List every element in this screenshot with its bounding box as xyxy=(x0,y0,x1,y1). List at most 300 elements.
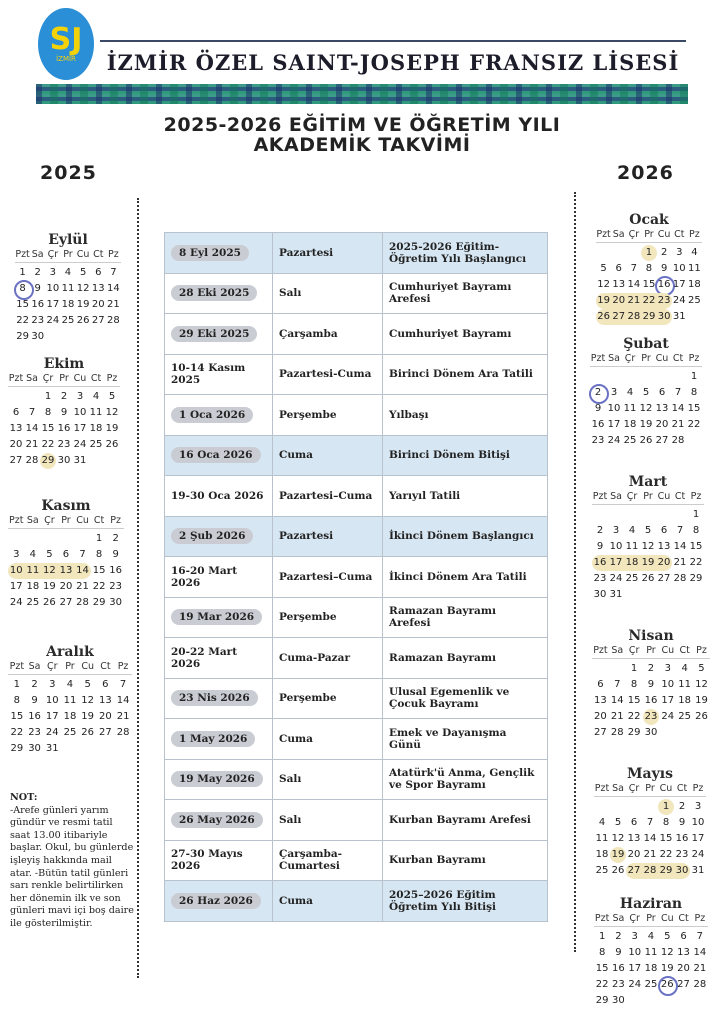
weekday-header-row xyxy=(594,913,708,927)
calendar-day: 8 xyxy=(95,549,103,560)
calendar-nisan xyxy=(592,628,710,741)
event-description: Cumhuriyet Bayramı Arefesi xyxy=(383,273,548,314)
event-weekday: Perşembe xyxy=(273,395,383,436)
calendar-day: 14 xyxy=(671,403,685,414)
weekday-label: Cu xyxy=(76,515,89,526)
calendar-day xyxy=(596,245,611,261)
calendar-day: 25 xyxy=(678,711,691,722)
calendar-day xyxy=(25,531,42,547)
calendar-day: 29 xyxy=(16,331,29,342)
event-description: Yılbaşı xyxy=(383,395,548,436)
calendar-week xyxy=(8,453,120,469)
weekday-label: Sa xyxy=(31,249,44,260)
calendar-day: 5 xyxy=(600,263,607,274)
calendar-week xyxy=(596,261,702,277)
calendar-day: 9 xyxy=(34,283,41,294)
calendar-day: 13 xyxy=(612,279,626,290)
event-description: Birinci Dönem Bitişi xyxy=(383,435,548,476)
calendar-day: 15 xyxy=(659,833,673,844)
event-weekday: Salı xyxy=(273,800,383,841)
calendar-day: 20 xyxy=(99,711,112,722)
calendar-week xyxy=(590,433,702,449)
calendar-day: 24 xyxy=(691,849,705,860)
calendar-week xyxy=(592,725,710,741)
calendar-day: 14 xyxy=(673,541,687,552)
event-date xyxy=(165,314,273,355)
event-description: Cumhuriyet Bayramı xyxy=(383,314,548,355)
calendar-week xyxy=(594,847,706,863)
calendar-day: 12 xyxy=(81,695,95,706)
calendar-day xyxy=(640,587,656,603)
event-date-pill: 23 Nis 2026 xyxy=(171,690,258,706)
event-date xyxy=(165,881,273,922)
calendar-day xyxy=(686,433,702,449)
calendar-day xyxy=(675,993,691,1009)
event-row xyxy=(165,678,548,719)
calendar-day xyxy=(672,587,688,603)
calendar-day: 7 xyxy=(630,263,638,274)
calendar-day: 10 xyxy=(8,563,25,579)
calendar-week xyxy=(15,313,121,329)
calendar-day xyxy=(624,507,640,523)
calendar-day: 21 xyxy=(107,299,120,310)
calendar-day: 8 xyxy=(630,679,638,690)
calendar-day: 28 xyxy=(25,455,39,466)
calendar-day: 6 xyxy=(102,679,109,690)
weekday-label: Çr xyxy=(42,373,54,384)
calendar-day xyxy=(24,389,40,405)
calendar-day: 24 xyxy=(672,295,686,306)
calendar-day xyxy=(74,531,91,547)
calendar-day: 2 xyxy=(596,525,604,536)
weekday-label: Ct xyxy=(678,913,689,924)
calendar-day: 8 xyxy=(662,817,670,828)
calendar-day: 12 xyxy=(597,279,610,290)
calendar-day: 17 xyxy=(46,299,60,310)
calendar-day: 6 xyxy=(12,407,20,418)
event-date xyxy=(165,719,273,760)
weekday-label: Pzt xyxy=(8,373,24,384)
calendar-day xyxy=(638,369,654,385)
calendar-day: 31 xyxy=(45,743,59,754)
calendar-day: 24 xyxy=(609,573,623,584)
event-description: 2025–2026 Eğitim Öğretim Yılı Bitişi xyxy=(383,881,548,922)
calendar-day: 8 xyxy=(598,947,606,958)
calendar-day: 24 xyxy=(607,435,621,446)
calendar-day: 21 xyxy=(76,581,89,592)
calendar-day: 11 xyxy=(25,563,42,579)
calendar-day: 4 xyxy=(647,931,655,942)
calendar-week xyxy=(592,539,704,555)
calendar-day: 19 xyxy=(640,555,656,571)
event-description: Emek ve Dayanışma Günü xyxy=(383,719,548,760)
calendar-day: 15 xyxy=(10,711,24,722)
calendar-week xyxy=(8,595,124,611)
school-name: İZMİR ÖZEL SAINT-JOSEPH FRANSIZ LİSESİ xyxy=(106,50,680,75)
event-date-pill: 16 Oca 2026 xyxy=(171,447,261,463)
event-date-pill: 1 Oca 2026 xyxy=(171,407,253,423)
calendar-day: 28 xyxy=(671,435,685,446)
calendar-day: 20 xyxy=(655,419,669,430)
calendar-day xyxy=(590,369,606,385)
calendar-day: 21 xyxy=(25,439,39,450)
event-date-pill: 26 May 2026 xyxy=(171,812,263,828)
weekday-header-row xyxy=(8,373,120,387)
calendar-kasim xyxy=(8,498,124,611)
calendar-day: 19 xyxy=(105,423,119,434)
event-row xyxy=(165,435,548,476)
month-name: Nisan xyxy=(628,628,674,644)
calendar-day: 23 xyxy=(31,315,45,326)
calendar-day: 16 xyxy=(675,833,689,844)
calendar-day: 14 xyxy=(610,695,624,706)
calendar-day: 15 xyxy=(642,279,656,290)
right-divider xyxy=(574,192,576,952)
calendar-day xyxy=(643,993,659,1009)
weekday-label: Pr xyxy=(65,661,75,672)
calendar-day: 21 xyxy=(693,963,707,974)
calendar-day: 4 xyxy=(628,525,636,536)
calendar-day xyxy=(676,725,693,741)
calendar-week xyxy=(590,401,702,417)
weekday-label: Pr xyxy=(59,373,69,384)
calendar-week xyxy=(594,799,706,815)
calendar-week xyxy=(594,945,708,961)
calendar-day: 3 xyxy=(631,931,638,942)
calendar-mart xyxy=(592,474,704,603)
calendar-day: 2 xyxy=(678,801,686,812)
calendar-day: 6 xyxy=(597,679,604,690)
calendar-day: 13 xyxy=(58,563,75,579)
events-table xyxy=(164,232,548,922)
calendar-day: 1 xyxy=(658,799,674,815)
calendar-week xyxy=(8,531,124,547)
calendar-day: 30 xyxy=(28,743,41,754)
weekday-label: Sa xyxy=(612,783,624,794)
event-description: Birinci Dönem Ara Tatili xyxy=(383,354,548,395)
calendar-day: 3 xyxy=(610,387,618,398)
calendar-day: 26 xyxy=(611,865,625,876)
weekday-label: Sa xyxy=(608,353,620,364)
weekday-label: Ct xyxy=(676,783,688,794)
calendar-day: 20 xyxy=(627,849,641,860)
calendar-day: 26 xyxy=(639,435,653,446)
calendar-day: 19 xyxy=(610,847,626,863)
calendar-day xyxy=(97,741,115,757)
calendar-day: 9 xyxy=(60,407,68,418)
calendar-day: 18 xyxy=(678,695,691,706)
event-row xyxy=(165,273,548,314)
calendar-day: 15 xyxy=(16,299,29,310)
calendar-day xyxy=(114,741,132,757)
calendar-day: 21 xyxy=(643,849,657,860)
calendar-day: 13 xyxy=(655,403,669,414)
calendar-day: 22 xyxy=(10,727,24,738)
calendar-day: 16 xyxy=(28,711,41,722)
calendar-day: 25 xyxy=(644,979,658,990)
weekday-label: Sa xyxy=(612,229,625,240)
calendar-day: 6 xyxy=(615,263,622,274)
calendar-day: 7 xyxy=(674,387,682,398)
calendar-day: 29 xyxy=(627,727,641,738)
event-date-pill: 28 Eki 2025 xyxy=(171,285,257,301)
calendar-day: 14 xyxy=(627,279,641,290)
weekday-header-row xyxy=(8,515,124,529)
calendar-week xyxy=(15,329,121,345)
weekday-label: Ct xyxy=(93,515,105,526)
calendar-day: 22 xyxy=(595,979,609,990)
calendar-day xyxy=(688,587,704,603)
calendar-day xyxy=(104,453,120,469)
calendar-day: 27 xyxy=(611,309,626,325)
calendar-day: 29 xyxy=(40,453,56,469)
calendar-day: 10 xyxy=(609,541,623,552)
calendar-day: 23 xyxy=(109,581,123,592)
calendar-day: 10 xyxy=(661,679,675,690)
event-row xyxy=(165,840,548,881)
event-row xyxy=(165,354,548,395)
calendar-day: 16 xyxy=(57,423,71,434)
calendar-day: 1 xyxy=(95,533,103,544)
weekday-label: Çr xyxy=(628,229,640,240)
calendar-day: 13 xyxy=(99,695,112,706)
calendar-week xyxy=(594,831,706,847)
weekday-label: Çr xyxy=(626,491,638,502)
weekday-label: Cu xyxy=(73,373,87,384)
weekday-label: Pr xyxy=(61,515,71,526)
calendar-day: 13 xyxy=(627,833,641,844)
calendar-day: 8 xyxy=(44,407,52,418)
calendar-week xyxy=(8,389,120,405)
calendar-ocak xyxy=(596,212,702,325)
calendar-day: 19 xyxy=(76,299,90,310)
calendar-day xyxy=(611,245,626,261)
weekday-label: Pr xyxy=(646,913,656,924)
weekday-label: Çr xyxy=(46,661,58,672)
event-date xyxy=(165,678,273,719)
calendar-week xyxy=(592,677,710,693)
calendar-day: 28 xyxy=(626,309,641,325)
calendar-day: 5 xyxy=(108,391,116,402)
calendar-day: 25 xyxy=(623,435,637,446)
calendar-day: 18 xyxy=(63,711,77,722)
event-date xyxy=(165,800,273,841)
calendar-day: 18 xyxy=(688,279,701,290)
calendar-day: 1 xyxy=(19,267,26,278)
weekday-label: Pzt xyxy=(596,229,611,240)
calendar-day xyxy=(594,799,610,815)
event-description: Yarıyıl Tatili xyxy=(383,476,548,517)
calendar-day: 25 xyxy=(688,295,701,306)
calendar-day: 4 xyxy=(64,267,72,278)
calendar-day: 21 xyxy=(610,711,624,722)
calendar-day: 16 xyxy=(644,695,658,706)
calendar-day: 25 xyxy=(625,573,639,584)
calendar-day: 21 xyxy=(116,711,130,722)
calendar-day: 5 xyxy=(79,267,87,278)
event-date: 16-20 Mart 2026 xyxy=(165,557,273,598)
event-weekday: Cuma-Pazar xyxy=(273,638,383,679)
calendar-day: 18 xyxy=(26,581,40,592)
calendar-day: 16 xyxy=(612,963,625,974)
event-description: Ramazan Bayramı xyxy=(383,638,548,679)
month-name: Haziran xyxy=(619,896,683,912)
calendar-day: 25 xyxy=(61,315,75,326)
event-description: 2025-2026 Eğitim-Öğretim Yılı Başlangıcı xyxy=(383,233,548,274)
calendar-week xyxy=(596,277,702,293)
weekday-label: Pzt xyxy=(15,249,30,260)
weekday-header-row xyxy=(8,661,132,675)
calendar-day: 14 xyxy=(107,283,120,294)
calendar-day: 20 xyxy=(91,299,105,310)
calendar-day: 13 xyxy=(657,541,671,552)
event-row xyxy=(165,759,548,800)
calendar-day: 14 xyxy=(25,423,39,434)
event-weekday: Pazartesi-Cuma xyxy=(273,354,383,395)
calendar-day: 11 xyxy=(623,403,637,414)
calendar-day: 30 xyxy=(644,727,658,738)
calendar-day: 11 xyxy=(61,283,75,294)
event-row xyxy=(165,476,548,517)
event-row xyxy=(165,395,548,436)
calendar-day: 23 xyxy=(657,293,672,309)
calendar-day: 3 xyxy=(664,663,671,674)
calendar-day: 31 xyxy=(73,455,87,466)
calendar-subat xyxy=(590,336,702,449)
weekday-label: Pr xyxy=(641,353,651,364)
calendar-week xyxy=(590,385,702,401)
weekday-label: Pr xyxy=(646,645,656,656)
calendar-day: 27 xyxy=(99,727,112,738)
calendar-day: 26 xyxy=(659,977,675,993)
calendar-day: 23 xyxy=(28,727,41,738)
page-title-line1: 2025-2026 EĞİTİM VE ÖĞRETİM YILI xyxy=(163,114,561,136)
weekday-label: Pz xyxy=(690,491,702,502)
calendar-day xyxy=(624,587,640,603)
calendar-day: 11 xyxy=(595,833,609,844)
calendar-day: 30 xyxy=(593,589,607,600)
calendar-day: 10 xyxy=(46,283,60,294)
calendar-day: 3 xyxy=(676,247,683,258)
weekday-label: Sa xyxy=(28,661,41,672)
calendar-week xyxy=(596,293,702,309)
weekday-header-row xyxy=(590,353,702,367)
event-date-pill: 26 Haz 2026 xyxy=(171,893,261,909)
weekday-label: Cu xyxy=(660,913,674,924)
calendar-week xyxy=(592,693,710,709)
calendar-day: 4 xyxy=(92,391,100,402)
event-date-pill: 29 Eki 2025 xyxy=(171,326,257,342)
calendar-day: 1 xyxy=(641,245,656,261)
calendar-week xyxy=(596,309,702,325)
calendar-day: 24 xyxy=(628,979,642,990)
calendar-week xyxy=(592,571,704,587)
calendar-day: 29 xyxy=(689,573,703,584)
calendar-day: 19 xyxy=(660,963,674,974)
calendar-day: 5 xyxy=(84,679,91,690)
calendar-day: 2 xyxy=(60,391,68,402)
calendar-day xyxy=(106,329,121,345)
calendar-day xyxy=(640,507,656,523)
calendar-day: 22 xyxy=(92,581,106,592)
calendar-day: 4 xyxy=(598,817,606,828)
calendar-day: 19 xyxy=(43,581,56,592)
calendar-day: 26 xyxy=(105,439,119,450)
weekday-label: Sa xyxy=(611,645,624,656)
event-description: Atatürk'ü Anma, Gençlik ve Spor Bayramı xyxy=(383,759,548,800)
weekday-label: Cu xyxy=(655,353,669,364)
calendar-day: 20 xyxy=(656,555,672,571)
calendar-day: 11 xyxy=(63,695,77,706)
calendar-day: 23 xyxy=(675,849,689,860)
calendar-day: 29 xyxy=(641,309,656,325)
calendar-day: 28 xyxy=(76,597,89,608)
calendar-day: 10 xyxy=(691,817,705,828)
calendar-day: 7 xyxy=(614,679,621,690)
year-label-2026: 2026 xyxy=(617,162,674,184)
calendar-day: 27 xyxy=(9,455,23,466)
month-name: Kasım xyxy=(41,498,91,514)
calendar-day: 29 xyxy=(595,995,609,1006)
weekday-header-row xyxy=(592,491,704,505)
month-name: Mart xyxy=(628,474,668,490)
calendar-day: 3 xyxy=(694,801,702,812)
calendar-day: 17 xyxy=(9,581,23,592)
weekday-label: Pz xyxy=(688,353,700,364)
calendar-day: 3 xyxy=(49,679,56,690)
calendar-day: 2 xyxy=(34,267,41,278)
weekday-label: Pr xyxy=(645,783,655,794)
calendar-day: 25 xyxy=(63,727,77,738)
calendar-day: 2 xyxy=(660,247,668,258)
calendar-day xyxy=(627,993,643,1009)
calendar-day xyxy=(592,507,608,523)
calendar-week xyxy=(8,547,124,563)
calendar-day: 30 xyxy=(612,995,625,1006)
weekday-header-row xyxy=(594,783,706,797)
calendar-day xyxy=(606,369,622,385)
calendar-day: 9 xyxy=(112,549,119,560)
weekday-label: Pzt xyxy=(9,515,24,526)
calendar-day: 5 xyxy=(46,549,53,560)
calendar-day: 12 xyxy=(41,563,58,579)
calendar-day: 19 xyxy=(596,293,611,309)
calendar-day: 15 xyxy=(41,423,55,434)
calendar-day xyxy=(609,661,626,677)
event-weekday: Pazartesi–Cuma xyxy=(273,557,383,598)
calendar-day: 16 xyxy=(31,299,45,310)
calendar-day: 23 xyxy=(593,573,607,584)
calendar-day: 6 xyxy=(62,549,70,560)
calendar-week xyxy=(8,437,120,453)
calendar-day: 26 xyxy=(81,727,95,738)
calendar-day: 11 xyxy=(644,947,658,958)
calendar-day: 7 xyxy=(646,817,654,828)
weekday-label: Pr xyxy=(644,229,654,240)
calendar-day: 22 xyxy=(659,849,673,860)
calendar-day: 1 xyxy=(44,391,52,402)
calendar-day: 22 xyxy=(16,315,29,326)
school-logo xyxy=(38,8,94,80)
calendar-day: 14 xyxy=(74,563,91,579)
page-title-line2: AKADEMİK TAKVİMİ xyxy=(253,134,471,156)
calendar-day: 26 xyxy=(596,309,611,325)
calendar-week xyxy=(8,741,132,757)
calendar-day: 3 xyxy=(76,391,84,402)
calendar-day xyxy=(608,507,624,523)
event-weekday: Salı xyxy=(273,759,383,800)
calendar-day xyxy=(76,329,91,345)
